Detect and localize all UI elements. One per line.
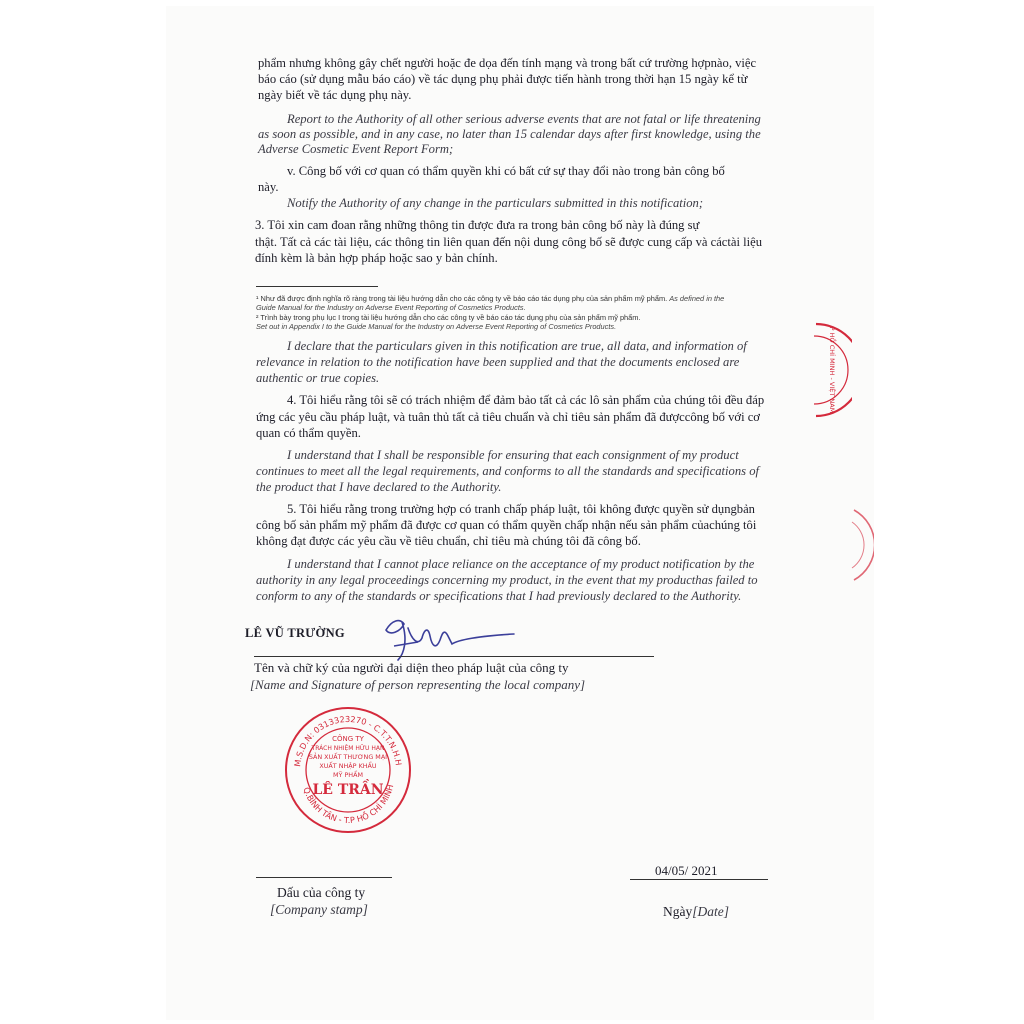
para-9-line-1: 5. Tôi hiểu rằng trong trường hợp có tranh chấp pháp luật, tôi không được quyền sử dụngbản	[287, 502, 755, 516]
signature-label-en: [Name and Signature of person representing the local company]	[250, 677, 586, 692]
stamp-ring-bottom: Q.BÌNH TÂN - T.P HỒ CHÍ MINH	[301, 783, 396, 826]
para-9-line-3: không đạt được các yêu cầu về tiêu chuẩn, chỉ tiêu mà chúng tôi đã công bố.	[256, 534, 641, 548]
para-7-line-1: 4. Tôi hiểu rằng tôi sẽ có trách nhiệm để đảm bảo tất cả các lô sản phẩm của chúng tôi đều đáp	[287, 393, 765, 407]
para-2-line-3: Adverse Cosmetic Event Report Form;	[258, 142, 454, 156]
para-4: Notify the Authority of any change in the particulars submitted in this notification;	[287, 196, 704, 210]
date-value: 04/05/ 2021	[655, 863, 718, 878]
para-3-line-2: này.	[258, 180, 279, 194]
para-10-line-2: authority in any legal proceedings concerning my product, in the event that my producthas failed to	[256, 573, 758, 587]
footnote-rule	[256, 286, 378, 287]
stamp-line-3: SẢN XUẤT THƯƠNG MẠI	[308, 753, 388, 761]
date-label-en: [Date]	[692, 904, 729, 919]
date-label-vi: Ngày	[663, 904, 693, 919]
para-1-line-1: phẩm nhưng không gây chết người hoặc đe dọa đến tính mạng và trong bất cứ trường hợpnào, việc	[258, 56, 757, 70]
para-8-line-2: continues to meet all the legal requirements, and conforms to all the standards and specifications of	[256, 464, 759, 478]
partial-seal-edge	[850, 508, 874, 582]
footnote-1-en: As defined in the	[669, 294, 725, 303]
representative-name: LÊ VŨ TRƯỜNG	[245, 626, 345, 640]
company-stamp-label-en: [Company stamp]	[270, 902, 368, 917]
footnote-1-en-cont: Guide Manual for the Industry on Adverse Event Reporting of Cosmetics Products.	[256, 303, 526, 312]
para-10-line-1: I understand that I cannot place reliance on the acceptance of my product notification by the	[287, 557, 755, 571]
stamp-company-name: LÊ TRẦN	[312, 782, 384, 798]
para-10-line-3: conform to any of the standards or specifications that I had previously declared to the Authority.	[256, 589, 742, 603]
stamp-line-1: CÔNG TY	[332, 735, 364, 743]
para-5-line-1: 3. Tôi xin cam đoan rằng những thông tin được đưa ra trong bản công bố này là đúng sự	[255, 218, 700, 232]
partial-seal-right	[812, 322, 852, 418]
company-stamp-label-vi: Dấu của công ty	[277, 885, 366, 900]
para-8-line-3: the product that I have declared to the Authority.	[256, 480, 502, 494]
signature-label-vi: Tên và chữ ký của người đại diện theo pháp luật của công ty	[254, 660, 569, 675]
stamp-ring-top: M.S.D.N: 0313323270 - C.T.T.N.H.H	[292, 713, 404, 768]
para-1-line-2: báo cáo (sử dụng mẫu báo cáo) về tác dụng phụ phải được tiến hành trong thời hạn 15 ngày kể từ	[258, 72, 748, 86]
stamp-line-2: TRÁCH NHIỆM HỮU HẠN	[311, 745, 385, 752]
stamp-line-5: MỸ PHẨM	[333, 771, 363, 779]
footnote-1-vi: ¹ Như đã được định nghĩa rõ ràng trong tài liệu hướng dẫn cho các công ty về báo cáo tác dụng phụ của sản phẩm mỹ phẩm.	[256, 294, 668, 303]
para-6-line-1: I declare that the particulars given in this notification are true, all data, and information of	[287, 339, 747, 353]
para-9-line-2: công bố sản phẩm mỹ phẩm đã được cơ quan có thẩm quyền chấp nhận nếu sản phẩm củachúng tôi	[256, 518, 757, 532]
para-6-line-3: authentic or true copies.	[256, 371, 380, 385]
para-6-line-2: relevance in relation to the notification have been supplied and that the documents enclosed are	[256, 355, 740, 369]
para-8-line-1: I understand that I shall be responsible for ensuring that each consignment of my product	[287, 448, 739, 462]
footnote-2-line-2	[256, 322, 616, 332]
para-7-line-2: ứng các yêu cầu pháp luật, và tuân thủ tất cả tiêu chuẩn và chỉ tiêu sản phẩm đã đượccông bố với cơ	[256, 410, 760, 424]
para-7-line-3: quan có thẩm quyền.	[256, 426, 361, 440]
para-1-line-3: ngày biết về tác dụng phụ này.	[258, 88, 412, 102]
para-5-line-3: đính kèm là bản hợp pháp hoặc sao y bản chính.	[255, 251, 498, 265]
date-line	[630, 879, 768, 880]
para-3-line-1: v. Công bố với cơ quan có thẩm quyền khi có bất cứ sự thay đổi nào trong bản công bố	[287, 164, 725, 178]
date-label	[663, 904, 729, 920]
stamp-line	[256, 877, 392, 878]
footnote-1-line-2	[256, 303, 526, 313]
seal-right-text: P HỒ CHÍ MINH - VIỆT NAM	[828, 326, 836, 414]
footnote-2-en: Set out in Appendix I to the Guide Manual for the Industry on Adverse Event Reporting of Cosmetics Products.	[256, 322, 617, 331]
footnote-2: ² Trình bày trong phụ lục I trong tài liệu hướng dẫn cho các công ty về báo cáo tác dụng phụ của sản phẩm mỹ phẩm.	[256, 313, 641, 322]
signature-line	[254, 656, 654, 657]
para-2-line-1: Report to the Authority of all other serious adverse events that are not fatal or life threatening	[287, 112, 761, 126]
company-stamp	[283, 705, 413, 835]
stamp-line-4: XUẤT NHẬP KHẨU	[319, 762, 377, 770]
para-5-line-2: thật. Tất cả các tài liệu, các thông tin liên quan đến nội dung công bố sẽ được cung cấp và cáctài liệu	[255, 235, 763, 249]
para-2-line-2: as soon as possible, and in any case, no later than 15 calendar days after first knowledge, using the	[258, 127, 761, 141]
